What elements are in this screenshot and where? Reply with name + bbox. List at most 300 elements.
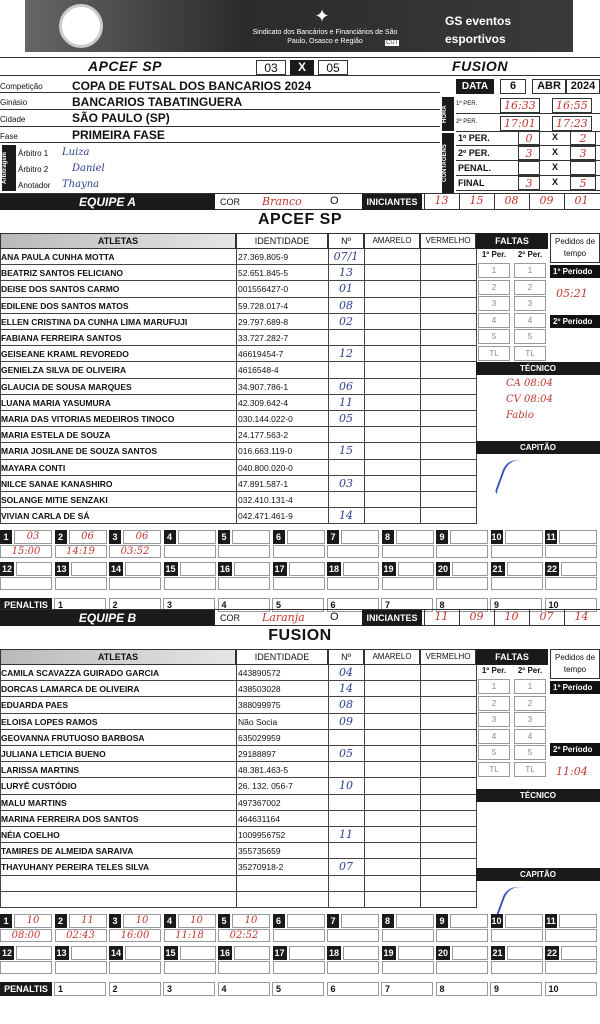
info-block	[0, 77, 600, 193]
iniciante-number: 09	[529, 194, 563, 210]
falta-box: 1	[514, 263, 546, 278]
contagem-row	[456, 131, 600, 146]
goal-time-slot	[327, 577, 379, 590]
score-separator: X	[290, 60, 314, 75]
player-row	[0, 697, 476, 713]
penalti-slot: 4	[218, 598, 270, 612]
goal-time-slot	[55, 577, 107, 590]
goal-index: 10	[491, 916, 502, 926]
goal-index: 17	[274, 564, 285, 575]
team-a-title: APCEF SP	[87, 58, 162, 74]
hora-start: 17:01	[500, 116, 540, 131]
col-atletas: ATLETAS	[0, 649, 236, 665]
ginasio-value: BANCARIOS TABATINGUERA	[72, 95, 243, 109]
arbitro2-value: Daniel	[72, 163, 105, 174]
score-a: 03	[256, 60, 286, 75]
player-name: ELOISA LOPES RAMOS	[1, 716, 98, 727]
penalti-slot: 2	[109, 982, 161, 996]
player-number: 05	[339, 412, 353, 425]
player-row	[0, 427, 476, 443]
column-divider	[236, 665, 237, 908]
goal-time: 11:18	[164, 929, 216, 942]
player-number: 01	[339, 282, 353, 296]
falta-box: 2	[478, 696, 510, 711]
goal-time	[382, 545, 434, 558]
goal-player: 06	[69, 530, 107, 544]
column-divider	[476, 249, 477, 524]
goal-player	[505, 914, 543, 928]
goal-slot	[452, 562, 488, 576]
player-id: 635029959	[238, 732, 281, 743]
player-row	[0, 746, 476, 762]
player-number: 14	[339, 509, 353, 523]
player-id: 040.800.020-0	[238, 462, 293, 473]
player-number: 10	[339, 779, 353, 793]
goal-index: 4	[164, 914, 176, 928]
player-id: 032.410.131-4	[238, 495, 293, 505]
goal-index: 12	[1, 564, 12, 575]
player-name: FABIANA FERREIRA SANTOS	[1, 333, 122, 343]
goal-time-slot	[436, 961, 488, 974]
falta-box: 5	[514, 329, 546, 344]
iniciante-number: 15	[459, 194, 493, 210]
goal-slot	[452, 946, 488, 960]
contagem-a: 3	[518, 146, 540, 160]
player-row	[0, 795, 476, 811]
player-name: MARIA JOSILANE DE SOUZA SANTOS	[1, 446, 158, 457]
goal-slot	[16, 946, 52, 960]
col-vermelho: VERMELHO	[420, 233, 476, 249]
faltas-per1-label: 1º Per.	[481, 250, 507, 259]
player-name: SOLANGE MITIE SENZAKI	[1, 495, 108, 505]
goal-time-slot	[491, 577, 543, 590]
player-id: 29.797.689-8	[238, 316, 289, 327]
contagem-b: 2	[570, 131, 596, 145]
player-name: LURYÊ CUSTÓDIO	[1, 781, 77, 792]
player-id: 438503028	[238, 684, 281, 695]
falta-box: 1	[478, 679, 510, 694]
player-row	[0, 508, 476, 524]
player-number: 08	[339, 698, 353, 712]
player-number: 11	[339, 828, 353, 841]
player-number: 07	[339, 860, 353, 874]
falta-box: 3	[514, 296, 546, 311]
cor-value: Laranja	[262, 611, 305, 624]
player-row	[0, 379, 476, 395]
team-b-section	[0, 609, 600, 1024]
column-divider	[420, 249, 421, 524]
falta-box: 2	[514, 280, 546, 295]
penalti-slot: 3	[163, 598, 215, 612]
goal-index: 7	[327, 530, 339, 544]
goal-time: 16:00	[109, 929, 161, 942]
penalti-slot: 5	[272, 982, 324, 996]
tecnico-note: CV 08:04	[506, 394, 553, 405]
time-request: 05:21	[556, 287, 588, 300]
goal-player: 10	[14, 914, 52, 928]
penaltis-label: PENALTIS	[0, 982, 52, 996]
player-row	[0, 859, 476, 875]
player-id: 59.728.017-4	[238, 300, 289, 311]
iniciantes-label: INICIANTES	[362, 610, 422, 626]
falta-box: TL	[478, 762, 510, 777]
penalti-slot: 5	[272, 598, 324, 612]
player-id: Não Socia	[238, 716, 278, 727]
player-id: 47.891.587-1	[238, 478, 289, 489]
player-row	[0, 298, 476, 314]
player-number: 06	[339, 379, 353, 393]
goal-index: 9	[436, 914, 448, 928]
player-row	[0, 460, 476, 476]
goal-time-slot	[545, 961, 597, 974]
label-hora: HORA	[442, 97, 454, 131]
capitao-label: CAPITÃO	[476, 441, 600, 454]
goal-slot	[398, 946, 434, 960]
player-id: 24.177.563-2	[238, 430, 289, 441]
cor-value: Branco	[262, 195, 302, 208]
goal-index: 8	[382, 914, 394, 928]
player-id: 042.471.461-9	[238, 511, 293, 522]
goal-slot	[71, 562, 107, 576]
column-divider	[0, 665, 1, 908]
goal-time-slot	[327, 961, 379, 974]
goal-time-slot	[164, 577, 216, 590]
player-row	[0, 330, 476, 346]
label-competicao: Competição	[0, 82, 43, 91]
empty-row	[0, 876, 476, 892]
player-name: EDUARDA PAES	[1, 700, 69, 711]
contagem-label: 2º PER.	[458, 148, 490, 158]
goal-slot	[180, 946, 216, 960]
player-row	[0, 681, 476, 697]
goal-player	[559, 530, 597, 544]
goal-index: 16	[219, 564, 230, 575]
player-id: 46619454-7	[238, 349, 284, 360]
team-name: APCEF SP	[257, 211, 342, 228]
player-id: 26. 132. 056-7	[238, 781, 293, 792]
goal-index: 21	[492, 948, 503, 958]
goal-time-slot	[273, 577, 325, 590]
player-row	[0, 843, 476, 859]
goal-index: 10	[491, 532, 502, 543]
goal-player	[232, 530, 270, 544]
player-id: 27.369.805-9	[238, 252, 289, 262]
hora-period-label: 2ª PER.	[456, 119, 478, 125]
anotador-value: Thayna	[62, 179, 100, 190]
contagem-b: 3	[570, 146, 596, 160]
player-name: ELLEN CRISTINA DA CUNHA LIMA MARUFUJI	[1, 316, 188, 327]
data-year: 2024	[566, 79, 600, 94]
player-number: 11	[339, 395, 353, 409]
player-number: 13	[339, 266, 353, 280]
goal-index: 22	[546, 948, 557, 958]
goal-index: 19	[383, 564, 394, 575]
goal-time	[491, 545, 543, 558]
goal-index: 8	[382, 530, 394, 544]
union-text: Sindicato dos Bancários e Financiários de São Paulo, Osasco e Região	[252, 29, 398, 45]
contagem-label: FINAL	[458, 178, 485, 188]
goal-time-slot	[164, 961, 216, 974]
goal-index: 1	[0, 914, 12, 928]
player-name: LARISSA MARTINS	[1, 765, 80, 776]
falta-box: TL	[478, 346, 510, 361]
goal-slot	[289, 562, 325, 576]
col-faltas: FALTAS	[476, 649, 548, 665]
player-name: NILCE SANAE KANASHIRO	[1, 478, 113, 489]
goal-index: 19	[383, 948, 394, 958]
goal-index: 2	[55, 914, 67, 928]
goal-slot	[507, 946, 543, 960]
goal-time	[436, 929, 488, 942]
falta-box: 3	[514, 712, 546, 727]
hora-end: 16:55	[552, 98, 592, 113]
competicao-value: COPA DE FUTSAL DOS BANCARIOS 2024	[72, 79, 312, 93]
penalti-slot: 10	[545, 982, 597, 996]
contagem-x: X	[552, 147, 559, 157]
falta-box: 4	[514, 729, 546, 744]
scoreline	[0, 57, 600, 76]
contagem-a	[518, 161, 540, 175]
goal-time-slot	[109, 961, 161, 974]
goal-index: 18	[328, 564, 339, 575]
goal-index: 18	[328, 948, 339, 958]
goal-slot	[125, 946, 161, 960]
captain-signature	[494, 455, 545, 506]
goal-time: 15:00	[0, 545, 52, 558]
player-row	[0, 346, 476, 362]
tecnico-note: Fabio	[506, 410, 534, 421]
faltas-per2-label: 2º Per.	[517, 250, 543, 259]
goal-index: 14	[110, 564, 121, 575]
player-id: 497367002	[238, 797, 281, 808]
col-vermelho: VERMELHO	[420, 649, 476, 665]
player-row	[0, 778, 476, 794]
goal-time-slot	[382, 961, 434, 974]
contagem-b: 5	[570, 176, 596, 190]
goal-player: 10	[178, 914, 216, 928]
cor-code: O	[330, 611, 339, 623]
goal-slot	[180, 562, 216, 576]
goal-slot	[16, 562, 52, 576]
player-id: 48.381.463-5	[238, 765, 289, 776]
goal-index: 4	[164, 530, 176, 544]
goal-index: 15	[165, 948, 176, 958]
player-row	[0, 730, 476, 746]
team-b-title: FUSION	[452, 58, 508, 74]
faltas-per2-label: 2º Per.	[517, 666, 543, 675]
col-amarelo: AMARELO	[364, 649, 420, 665]
goal-index: 14	[110, 948, 121, 958]
arbitro1-value: Luiza	[62, 147, 90, 158]
penalti-slot: 2	[109, 598, 161, 612]
player-name: MARIA DAS VITORIAS MEDEIROS TINOCO	[1, 414, 175, 424]
player-id: 030.144.022-0	[238, 414, 293, 424]
player-row	[0, 811, 476, 827]
column-divider	[328, 249, 329, 524]
goal-time	[436, 545, 488, 558]
goal-index: 11	[546, 532, 556, 543]
goal-time-slot	[0, 577, 52, 590]
col-identidade: IDENTIDADE	[236, 233, 328, 249]
hora-end: 17:23	[552, 116, 592, 131]
goal-player	[450, 530, 488, 544]
goal-slot	[289, 946, 325, 960]
penalti-slot: 10	[545, 598, 597, 612]
sponsor-logo: GS eventos esportivos	[445, 14, 512, 46]
data-day: 6	[500, 79, 526, 94]
player-name: DEISE DOS SANTOS CARMO	[1, 284, 120, 295]
goal-time-slot	[436, 577, 488, 590]
goal-index: 12	[1, 948, 12, 958]
goal-index: 11	[546, 916, 556, 926]
goal-index: 6	[273, 530, 285, 544]
falta-box: TL	[514, 346, 546, 361]
player-id: 464631164	[238, 813, 280, 824]
goal-player: 10	[232, 914, 270, 928]
team-name: FUSION	[268, 627, 332, 644]
player-number: 02	[339, 314, 353, 328]
goal-index: 5	[218, 530, 230, 544]
goal-slot	[234, 946, 270, 960]
goal-player	[396, 530, 434, 544]
goal-slot	[507, 562, 543, 576]
column-divider	[364, 249, 365, 524]
goal-index: 7	[327, 914, 339, 928]
info-lines	[0, 92, 440, 143]
equipe-bar	[0, 193, 600, 210]
col-num: Nº	[328, 233, 364, 249]
label-contagens: CONTAGENS	[442, 133, 454, 193]
falta-box: TL	[514, 762, 546, 777]
goal-player	[559, 914, 597, 928]
faltas-per1-label: 1º Per.	[481, 666, 507, 675]
player-row	[0, 443, 476, 459]
goal-index: 2	[55, 530, 67, 544]
contagem-label: 1º PER.	[458, 133, 490, 143]
goal-slot	[125, 562, 161, 576]
penalti-slot: 1	[54, 982, 106, 996]
contagem-x: X	[552, 162, 559, 172]
goal-time: 08:00	[0, 929, 52, 942]
goal-player	[505, 530, 543, 544]
iniciante-number: 14	[564, 610, 598, 626]
penalti-slot: 1	[54, 598, 106, 612]
falta-box: 5	[478, 745, 510, 760]
goal-player	[341, 914, 379, 928]
player-row	[0, 762, 476, 778]
goal-player	[450, 914, 488, 928]
player-row	[0, 395, 476, 411]
penalti-slot: 7	[381, 982, 433, 996]
column-divider	[328, 665, 329, 908]
goal-player: 06	[123, 530, 161, 544]
player-id: 33.727.282-7	[238, 333, 289, 343]
fase-value: PRIMEIRA FASE	[72, 128, 165, 142]
iniciante-number: 01	[564, 194, 598, 210]
iniciante-number: 08	[494, 194, 528, 210]
penalti-slot: 9	[490, 598, 542, 612]
goal-time: 02:52	[218, 929, 270, 942]
goal-slot	[234, 562, 270, 576]
goal-index: 15	[165, 564, 176, 575]
tecnico-label: TÉCNICO	[476, 789, 600, 802]
goal-index: 13	[56, 564, 67, 575]
team-a-section	[0, 193, 600, 613]
tecnico-label: TÉCNICO	[476, 362, 600, 375]
player-row	[0, 476, 476, 492]
goal-index: 20	[437, 948, 448, 958]
iniciante-number: 09	[459, 610, 493, 626]
goal-time	[327, 545, 379, 558]
penalti-slot: 6	[327, 598, 379, 612]
goal-time-slot	[109, 577, 161, 590]
falta-box: 4	[478, 729, 510, 744]
player-number: 12	[339, 347, 353, 361]
hora-period-label: 1ª PER.	[456, 101, 478, 107]
col-atletas: ATLETAS	[0, 233, 236, 249]
goal-time: 02:43	[55, 929, 107, 942]
goal-index: 20	[437, 564, 448, 575]
player-name: ANA PAULA CUNHA MOTTA	[1, 252, 115, 262]
goal-player	[396, 914, 434, 928]
goal-index: 3	[109, 914, 121, 928]
goal-player	[341, 530, 379, 544]
equipe-label: EQUIPE A	[0, 194, 215, 210]
label-arbitro1: Árbitro 1	[18, 149, 49, 158]
player-number: 07/1	[333, 250, 359, 263]
goal-time	[491, 929, 543, 942]
goal-slot	[398, 562, 434, 576]
player-name: TAMIRES DE ALMEIDA SARAIVA	[1, 846, 134, 857]
player-name: CAMILA SCAVAZZA GUIRADO GARCIA	[1, 668, 160, 678]
player-name: BEATRIZ SANTOS FELICIANO	[1, 268, 123, 279]
goal-index: 22	[546, 564, 557, 575]
player-id: 001556427-0	[238, 284, 289, 295]
label-ginasio: Ginásio	[0, 98, 28, 107]
contagem-a: 3	[518, 176, 540, 190]
goal-slot	[343, 946, 379, 960]
goal-time: 14:19	[55, 545, 107, 558]
goal-time	[545, 929, 597, 942]
column-divider	[236, 249, 237, 524]
goal-time-slot	[382, 577, 434, 590]
hora-row	[456, 97, 600, 114]
union-logo-icon: ✦	[314, 6, 330, 26]
iniciantes-label: INICIANTES	[362, 194, 422, 210]
player-name: JULIANA LETICIA BUENO	[1, 749, 106, 759]
falta-box: 4	[478, 313, 510, 328]
penalti-slot: 8	[436, 982, 488, 996]
player-row	[0, 411, 476, 427]
contagem-x: X	[552, 132, 559, 142]
goal-index: 5	[218, 914, 230, 928]
goal-index: 21	[492, 564, 503, 575]
goal-index: 13	[56, 948, 67, 958]
falta-box: 3	[478, 296, 510, 311]
data-month: ABR	[532, 79, 566, 94]
goal-time-slot	[218, 577, 270, 590]
cidade-value: SÃO PAULO (SP)	[72, 111, 170, 125]
label-anotador: Anotador	[18, 181, 51, 190]
goal-time	[164, 545, 216, 558]
goal-time	[545, 545, 597, 558]
goal-index: 6	[273, 914, 285, 928]
contagem-row	[456, 161, 600, 176]
col-num: Nº	[328, 649, 364, 665]
iniciante-number: 13	[424, 194, 458, 210]
period1-label: 1º Período	[550, 681, 600, 694]
player-number: 05	[339, 747, 353, 760]
